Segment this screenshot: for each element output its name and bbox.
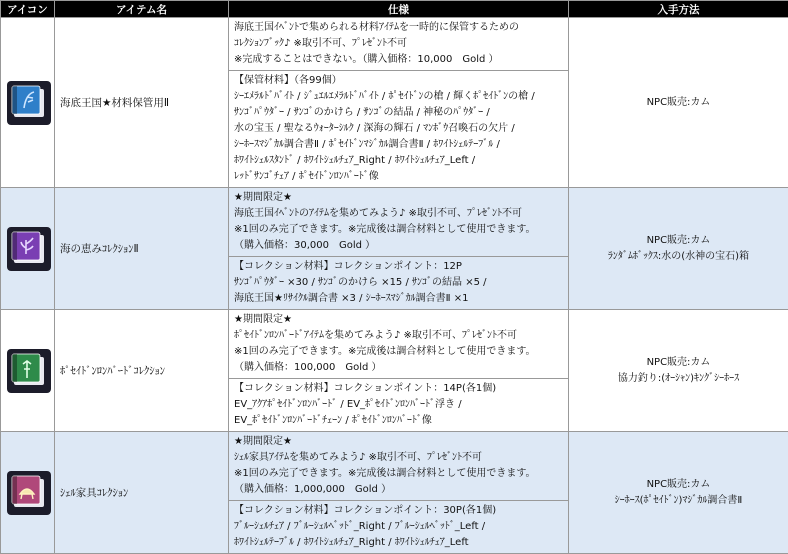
- obtain-line: NPC販売:カム: [574, 477, 783, 493]
- table-row: [1, 18, 788, 71]
- item-icon-cell: [1, 310, 55, 432]
- table-row: [1, 188, 788, 257]
- item-obtain: [569, 18, 788, 188]
- purple-book-icon: [6, 226, 52, 272]
- spec-line: EV_ｱｸｱﾎﾟｾｲﾄﾞﾝﾛﾝﾊﾞｰﾄﾞ / EV_ﾎﾟｾｲﾄﾞﾝﾛﾝﾊﾞｰﾄﾞ浮き /: [234, 397, 563, 413]
- spec-line: 【保管材料】（各99個）: [234, 73, 563, 89]
- spec-line: ｼｰﾎｰｽﾏｼﾞｶﾙ調合書Ⅱ / ﾎﾟｾｲﾄﾞﾝﾏｼﾞｶﾙ調合書Ⅱ / ﾎﾜｲﾄｼｪﾙﾃｰﾌﾞﾙ /: [234, 137, 563, 153]
- item-spec-materials: [229, 379, 569, 432]
- table-row: [1, 432, 788, 501]
- spec-line: （購入価格：1,000,000 Gold ）: [234, 482, 563, 498]
- spec-line: ｼｰｴﾒﾗﾙﾄﾞﾊﾞｲﾄ / ｼﾞｭｴﾙｴﾒﾗﾙﾄﾞﾊﾞｲﾄ / ﾎﾟｾｲﾄﾞﾝの槍 / 輝くﾎﾟｾｲﾄﾞﾝの槍 /: [234, 89, 563, 105]
- spec-line: ﾌﾞﾙｰｼｪﾙﾁｪｱ / ﾌﾞﾙｰｼｪﾙﾍﾞｯﾄﾞ_Right / ﾌﾞﾙｰｼｪﾙﾍﾞｯﾄﾞ_Left /: [234, 519, 563, 535]
- item-icon-cell: [1, 188, 55, 310]
- item-spec-description: [229, 18, 569, 71]
- spec-line: ﾎﾟｾｲﾄﾞﾝﾛﾝﾊﾞｰﾄﾞｱｲﾃﾑを集めてみよう♪ ※取引不可、ﾌﾟﾚｾﾞﾝﾄ不可: [234, 328, 563, 344]
- spec-line: ｼｪﾙ家具ｱｲﾃﾑを集めてみよう♪ ※取引不可、ﾌﾟﾚｾﾞﾝﾄ不可: [234, 450, 563, 466]
- header-obtain: 入手方法: [569, 1, 788, 18]
- item-spec-description: [229, 188, 569, 257]
- obtain-line: NPC販売:カム: [574, 355, 783, 371]
- spec-line: ★期間限定★: [234, 312, 563, 328]
- item-icon-cell: [1, 432, 55, 554]
- spec-line: 水の宝玉 / 聖なるｳｫｰﾀｰｼﾙｸ / 深海の輝石 / ﾏﾝﾎﾞｳ召喚石の欠片 /: [234, 121, 563, 137]
- spec-line: 海底王国★ﾘｻｲｸﾙ調合書 ×3 / ｼｰﾎｰｽﾏｼﾞｶﾙ調合書Ⅱ ×1: [234, 291, 563, 307]
- item-spec-materials: [229, 257, 569, 310]
- spec-line: 【コレクション材料】コレクションポイント：14P(各1個): [234, 381, 563, 397]
- spec-line: EV_ﾎﾟｾｲﾄﾞﾝﾛﾝﾊﾞｰﾄﾞﾁｪｰﾝ / ﾎﾟｾｲﾄﾞﾝﾛﾝﾊﾞｰﾄﾞ像: [234, 413, 563, 429]
- header-row: [1, 1, 788, 18]
- item-spec-materials: [229, 501, 569, 554]
- spec-line: ｺﾚｸｼｮﾝﾌﾞｯｸ♪ ※取引不可、ﾌﾟﾚｾﾞﾝﾄ不可: [234, 36, 563, 52]
- item-icon-cell: [1, 18, 55, 188]
- obtain-line: ﾗﾝﾀﾞﾑﾎﾞｯｸｽ:水の(水神の宝石)箱: [574, 249, 783, 265]
- header-spec: 仕様: [229, 1, 569, 18]
- item-obtain: [569, 432, 788, 554]
- spec-line: （購入価格：30,000 Gold ）: [234, 238, 563, 254]
- item-spec-description: [229, 310, 569, 379]
- table-row: [1, 310, 788, 379]
- spec-line: 海底王国ｲﾍﾞﾝﾄで集められる材料ｱｲﾃﾑを一時的に保管するための: [234, 20, 563, 36]
- spec-line: ﾚｯﾄﾞｻﾝｺﾞﾁｪｱ / ﾎﾟｾｲﾄﾞﾝﾛﾝﾊﾞｰﾄﾞ像: [234, 169, 563, 185]
- spec-line: （購入価格：100,000 Gold ）: [234, 360, 563, 376]
- green-book-icon: [6, 348, 52, 394]
- spec-line: ｻﾝｺﾞﾊﾟｳﾀﾞｰ ×30 / ｻﾝｺﾞのかけら ×15 / ｻﾝｺﾞの結晶 ×5 /: [234, 275, 563, 291]
- spec-line: ﾎﾜｲﾄｼｪﾙｽﾀﾝﾄﾞ / ﾎﾜｲﾄｼｪﾙﾁｪｱ_Right / ﾎﾜｲﾄｼｪﾙﾁｪｱ_Left /: [234, 153, 563, 169]
- obtain-line: 協力釣り:(ｵｰｼｬﾝ)ｷﾝｸﾞｼｰﾎｰｽ: [574, 371, 783, 387]
- spec-line: 【コレクション材料】コレクションポイント：12P: [234, 259, 563, 275]
- item-spec-materials: [229, 71, 569, 188]
- item-name: 海の恵みｺﾚｸｼｮﾝⅡ: [55, 188, 229, 310]
- spec-line: ※1回のみ完了できます。※完成後は調合材料として使用できます。: [234, 466, 563, 482]
- header-name: アイテム名: [55, 1, 229, 18]
- spec-line: ★期間限定★: [234, 190, 563, 206]
- spec-line: ｻﾝｺﾞﾊﾟｳﾀﾞｰ / ｻﾝｺﾞのかけら / ｻﾝｺﾞの結晶 / 神秘のﾊﾟｳﾀﾞｰ /: [234, 105, 563, 121]
- spec-line: ※1回のみ完了できます。※完成後は調合材料として使用できます。: [234, 222, 563, 238]
- item-name: 海底王国★材料保管用Ⅱ: [55, 18, 229, 188]
- obtain-line: NPC販売:カム: [574, 95, 783, 111]
- pink-book-icon: [6, 470, 52, 516]
- obtain-line: ｼｰﾎｰｽ(ﾎﾟｾｲﾄﾞﾝ)ﾏｼﾞｶﾙ調合書Ⅱ: [574, 493, 783, 509]
- spec-line: ※1回のみ完了できます。※完成後は調合材料として使用できます。: [234, 344, 563, 360]
- spec-line: ※完成することはできない。（購入価格：10,000 Gold ）: [234, 52, 563, 68]
- spec-line: 【コレクション材料】コレクションポイント：30P(各1個): [234, 503, 563, 519]
- spec-line: ﾎﾜｲﾄｼｪﾙﾃｰﾌﾞﾙ / ﾎﾜｲﾄｼｪﾙﾁｪｱ_Right / ﾎﾜｲﾄｼｪﾙﾁｪｱ_Left: [234, 535, 563, 551]
- item-obtain: [569, 310, 788, 432]
- item-name: ﾎﾟｾｲﾄﾞﾝﾛﾝﾊﾞｰﾄﾞｺﾚｸｼｮﾝ: [55, 310, 229, 432]
- item-name: ｼｪﾙ家具ｺﾚｸｼｮﾝ: [55, 432, 229, 554]
- spec-line: 海底王国ｲﾍﾞﾝﾄのｱｲﾃﾑを集めてみよう♪ ※取引不可、ﾌﾟﾚｾﾞﾝﾄ不可: [234, 206, 563, 222]
- header-icon: アイコン: [1, 1, 55, 18]
- spec-line: ★期間限定★: [234, 434, 563, 450]
- item-obtain: [569, 188, 788, 310]
- obtain-line: NPC販売:カム: [574, 233, 783, 249]
- item-spec-description: [229, 432, 569, 501]
- blue-book-icon: [6, 80, 52, 126]
